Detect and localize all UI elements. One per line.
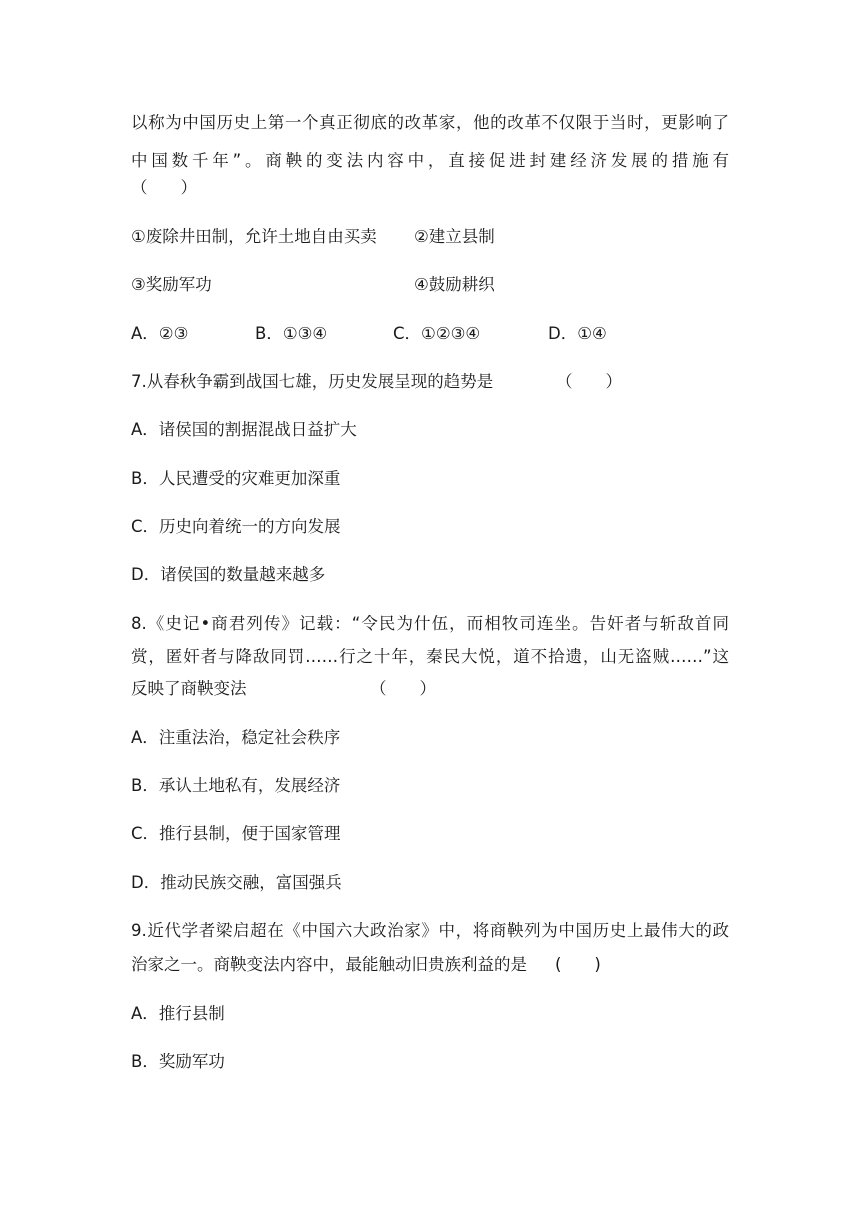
q7-option-b: B．人民遭受的灾难更加深重	[131, 469, 341, 488]
q8-stem-line3: 反映了商鞅变法	[131, 679, 247, 698]
q6-option-a: A．②③	[131, 324, 189, 343]
q9-option-a: A．推行县制	[131, 1004, 225, 1023]
q7-option-d: D．诸侯国的数量越来越多	[131, 565, 326, 584]
q6-stem-line1: 以称为中国历史上第一个真正彻底的改革家，他的改革不仅限于当时，更影响了	[131, 113, 729, 132]
q8-answer-paren: （ ）	[370, 679, 436, 698]
q6-item-4: ④鼓励耕织	[414, 275, 495, 294]
q9-stem-line2: 治家之一。商鞅变法内容中，最能触动旧贵族利益的是	[131, 955, 527, 974]
q8-option-a: A．注重法治，稳定社会秩序	[131, 728, 341, 747]
q6-stem-line2: 中国数千年”。商鞅的变法内容中，直接促进封建经济发展的措施有	[131, 151, 729, 170]
q8-stem-line2: 赏，匿奸者与降敌同罚……行之十年，秦民大悦，道不拾遗，山无盗贼……”这	[131, 647, 729, 666]
q9-stem-line1: 9.近代学者梁启超在《中国六大政治家》中，将商鞅列为中国历史上最伟大的政	[131, 921, 729, 940]
q7-stem: 7.从春秋争霸到战国七雄，历史发展呈现的趋势是	[131, 372, 494, 391]
q7-option-a: A．诸侯国的割据混战日益扩大	[131, 420, 357, 439]
q6-option-b: B．①③④	[255, 324, 328, 343]
q9-option-b: B．奖励军功	[131, 1052, 225, 1071]
q8-option-c: C．推行县制，便于国家管理	[131, 824, 341, 843]
q6-item-3: ③奖励军功	[131, 275, 212, 294]
q8-stem-line1: 8.《史记•商君列传》记载：“令民为什伍，而相牧司连坐。告奸者与斩敌首同	[131, 614, 729, 633]
q6-answer-paren: （ ）	[131, 178, 197, 197]
q6-item-1: ①废除井田制，允许土地自由买卖	[131, 227, 377, 246]
q8-option-b: B．承认土地私有，发展经济	[131, 776, 341, 795]
q9-answer-paren: ( )	[555, 955, 601, 974]
q6-item-2: ②建立县制	[414, 227, 495, 246]
q7-option-c: C．历史向着统一的方向发展	[131, 517, 341, 536]
q8-option-d: D．推动民族交融，富国强兵	[131, 873, 342, 892]
q7-answer-paren: （ ）	[556, 372, 622, 391]
q6-option-c: C．①②③④	[393, 324, 481, 343]
q6-option-d: D．①④	[548, 324, 607, 343]
